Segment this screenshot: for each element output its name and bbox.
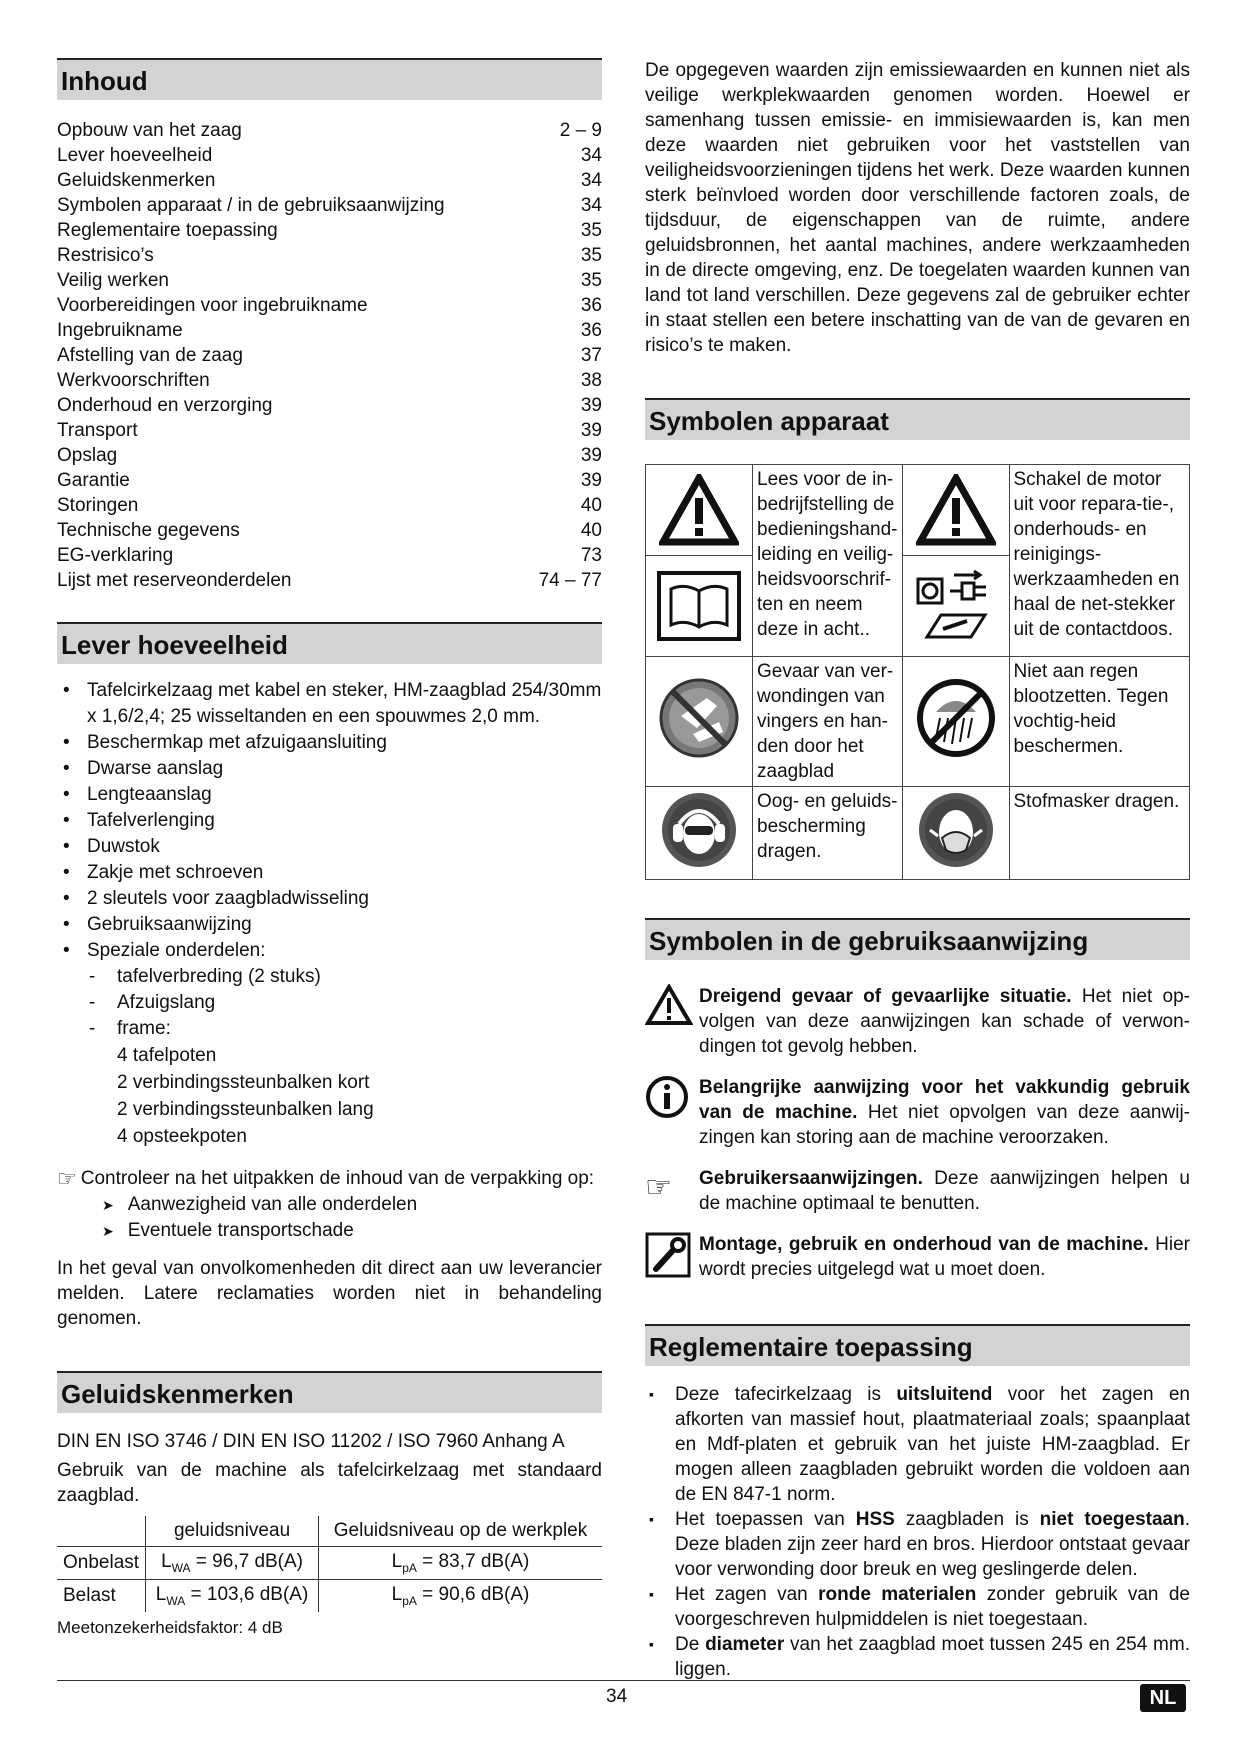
symbol-cell [902, 657, 1009, 787]
arrow-icon: ➤ [102, 1223, 114, 1239]
symbol-text: Schakel de motor uit voor repara-tie-, onderhouds- en reinigings-werkzaamheden en haal de net-stekker uit de contactdoos. [1009, 465, 1190, 657]
pointing-hand-icon: ☞ [57, 1166, 77, 1191]
toc-entry [57, 168, 602, 193]
toc-entry [57, 443, 602, 468]
toc-page: 39 [580, 470, 602, 491]
list-item: • Gebruiksaanwijzing [57, 912, 602, 938]
dash-list [57, 964, 602, 1042]
toc-label: Veilig werken [57, 270, 169, 291]
toc-entry [57, 293, 602, 318]
toc-page: 36 [580, 295, 602, 316]
symbol-info-important [645, 1075, 1190, 1150]
lpa-cell: $L_{pA} = 83,7$ dB(A) [391, 1551, 530, 1575]
toc-entry [57, 568, 602, 593]
dash-item: - Afzuigslang [87, 990, 602, 1016]
geluid-factor: Meetonzekerheidsfaktor: 4 dB [57, 1617, 283, 1637]
emissie-text: De opgegeven waarden zijn emissiewaarden en kunnen niet als veilige werkplekwaarden genomen worden. Hoewel er samenhang tussen emissie- en immisiewaarden is, kan men deze waarden niet gebruiken voor het vaststellen van veiligheidsvoorzieningen tijdens het werk. Deze waarden kunnen sterk beïnvloed worden door verschillende factoren zoals, de tijdsduur, de eigenschappen van de ruimte, andere geluidsbronnen, het aantal machines, andere werkzaamheden in de directe omgeving, enz. De toegelaten waarden kunnen van land tot land verschillen. Deze gegevens zal de gebruiker echter in staat stellen een betere inschatting van de van de gevaren en risico’s te maken. [645, 60, 1190, 356]
toc-label: Ingebruikname [57, 320, 183, 341]
dash-item: - tafelverbreding (2 stuks) [87, 964, 602, 990]
toc-page: 35 [580, 270, 602, 291]
toc-page: 35 [580, 245, 602, 266]
pointing-hand-icon: ☞ [645, 1171, 672, 1204]
table-of-contents [57, 118, 602, 593]
list-item: • Zakje met schroeven [57, 860, 602, 886]
noise-table [57, 1516, 602, 1612]
check-item: ➤ Eventuele transportschade [102, 1220, 354, 1241]
symbol-text: Niet aan regen blootzetten. Tegen vochtig-heid beschermen. [1009, 657, 1190, 787]
symbol-info-text: Montage, gebruik en onderhoud van de machine. Hier wordt precies uitgelegd wat u moet doen. [699, 1234, 1190, 1280]
toc-entry [57, 468, 602, 493]
table-row [646, 787, 1190, 880]
noise-col2: Geluidsniveau op de werkplek [333, 1520, 588, 1541]
lever-note: In het geval van onvolkomenheden dit direct aan uw leverancier melden. Latere reclamaties worden niet in behandeling genomen. [57, 1258, 602, 1329]
hand-saw-injury-icon [657, 676, 741, 760]
toc-entry [57, 143, 602, 168]
lwa-cell: $L_{WA} = 103,6$ dB(A) [146, 1579, 319, 1611]
lever-heading: Lever hoeveelheid [57, 622, 602, 664]
symbol-info-text: Gebruikersaanwijzingen. Deze aanwijzingen helpen u de machine optimaal te benutten. [699, 1168, 1190, 1214]
symbol-cell [646, 657, 753, 787]
wrench-icon [645, 1232, 691, 1278]
toc-entry [57, 393, 602, 418]
toc-label: Reglementaire toepassing [57, 220, 278, 241]
toc-label: Symbolen apparaat / in de gebruiksaanwijzing [57, 195, 445, 216]
toc-label: Voorbereidingen voor ingebruikname [57, 295, 368, 316]
frame-item: 2 verbindingssteunbalken lang [117, 1099, 374, 1120]
frame-item: 4 tafelpoten [117, 1045, 217, 1066]
toc-label: Geluidskenmerken [57, 170, 216, 191]
toc-entry [57, 418, 602, 443]
unplug-icon [914, 569, 998, 609]
toc-entry [57, 243, 602, 268]
toc-entry [57, 118, 602, 143]
toc-page: 39 [580, 445, 602, 466]
warning-triangle-icon [916, 474, 996, 546]
symbol-cell [902, 787, 1009, 880]
frame-item: 2 verbindingssteunbalken kort [117, 1072, 370, 1093]
toc-label: Lijst met reserveonderdelen [57, 570, 292, 591]
toc-page: 34 [580, 195, 602, 216]
toc-entry [57, 193, 602, 218]
table-row [646, 465, 1190, 657]
symbol-info-user [645, 1166, 1190, 1216]
list-item: • Tafelverlenging [57, 808, 602, 834]
toc-page: 40 [580, 520, 602, 541]
geluid-usage: Gebruik van de machine als tafelcirkelzaag met standaard zaagblad. [57, 1460, 602, 1506]
toc-page: 74 – 77 [538, 570, 602, 591]
warning-triangle-icon [645, 984, 693, 1026]
symbolen-apparaat-heading: Symbolen apparaat [645, 398, 1190, 440]
toc-entry [57, 343, 602, 368]
toc-label: Garantie [57, 470, 130, 491]
toc-page: 34 [580, 170, 602, 191]
symbol-info-text: Dreigend gevaar of gevaarlijke situatie. Het niet op-volgen van deze aanwijzingen kan schade of verwon-dingen tot gevolg hebben. [699, 986, 1191, 1057]
table-row [57, 1547, 602, 1580]
toc-page: 36 [580, 320, 602, 341]
geluid-heading: Geluidskenmerken [57, 1371, 602, 1413]
regl-list [645, 1382, 1190, 1682]
row-label: Onbelast [57, 1547, 146, 1580]
symbol-info-text: Belangrijke aanwijzing voor het vakkundig gebruik van de machine. Het niet opvolgen van deze aanwij-zingen kan storing aan de machine veroorzaken. [699, 1077, 1190, 1148]
eye-ear-protection-icon [659, 790, 739, 870]
regl-heading: Reglementaire toepassing [645, 1324, 1190, 1366]
symbol-table [645, 464, 1190, 880]
inhoud-heading: Inhoud [57, 58, 602, 100]
toc-label: Werkvoorschriften [57, 370, 210, 391]
row-label: Belast [57, 1579, 146, 1611]
list-item: • Speziale onderdelen: [57, 938, 602, 964]
toc-entry [57, 368, 602, 393]
frame-item: 4 opsteekpoten [117, 1126, 247, 1147]
toc-page: 34 [580, 145, 602, 166]
toc-label: Technische gegevens [57, 520, 240, 541]
language-badge: NL [1140, 1684, 1186, 1712]
list-item: • Duwstok [57, 834, 602, 860]
repair-book-icon [921, 609, 991, 643]
toc-label: Onderhoud en verzorging [57, 395, 273, 416]
toc-page: 39 [580, 420, 602, 441]
list-item: ▪ De diameter van het zaagblad moet tussen 245 en 254 mm. liggen. [645, 1632, 1190, 1682]
toc-entry [57, 218, 602, 243]
geluid-norm: DIN EN ISO 3746 / DIN EN ISO 11202 / ISO 7960 Anhang A [57, 1431, 565, 1452]
toc-page: 39 [580, 395, 602, 416]
list-item: • 2 sleutels voor zaagbladwisseling [57, 886, 602, 912]
toc-page: 73 [580, 545, 602, 566]
lwa-cell: $L_{WA} = 96,7$ dB(A) [146, 1547, 319, 1580]
toc-label: Opbouw van het zaag [57, 120, 242, 141]
symbol-cell [646, 465, 753, 657]
symbol-text: Lees voor de in-bedrijfstelling de bedieningshand-leiding en veilig-heidsvoorschrif-ten en neem deze in acht.. [753, 465, 903, 657]
frame-list [57, 1042, 602, 1150]
list-item: • Lengteaanslag [57, 782, 602, 808]
toc-label: Storingen [57, 495, 139, 516]
left-column [57, 58, 602, 1638]
toc-entry [57, 543, 602, 568]
list-item: ▪ Het zagen van ronde materialen zonder gebruik van de voorgeschreven hulpmiddelen is niet toegestaan. [645, 1582, 1190, 1632]
toc-page: 37 [580, 345, 602, 366]
list-item: • Dwarse aanslag [57, 756, 602, 782]
dash-item: - frame: [87, 1016, 602, 1042]
table-row [57, 1579, 602, 1611]
warning-triangle-icon [659, 474, 739, 546]
toc-entry [57, 268, 602, 293]
symbol-info-warning [645, 984, 1190, 1059]
footer-divider [57, 1680, 1190, 1681]
table-row [646, 657, 1190, 787]
toc-entry [57, 518, 602, 543]
symbol-cell [902, 465, 1009, 657]
toc-page: 35 [580, 220, 602, 241]
symbol-text: Oog- en geluids-bescherming dragen. [753, 787, 903, 880]
toc-page: 38 [580, 370, 602, 391]
toc-label: Afstelling van de zaag [57, 345, 243, 366]
toc-entry [57, 493, 602, 518]
check-item: ➤ Aanwezigheid van alle onderdelen [102, 1194, 418, 1215]
toc-page: 2 – 9 [559, 120, 602, 141]
info-icon [645, 1075, 689, 1119]
toc-label: Transport [57, 420, 138, 441]
toc-page: 40 [580, 495, 602, 516]
symbol-text: Stofmasker dragen. [1009, 787, 1190, 880]
list-item: • Tafelcirkelzaag met kabel en steker, HM-zaagblad 254/30mm x 1,6/2,4; 25 wisseltanden en een spouwmes 2,0 mm. [57, 678, 602, 730]
page-number: 34 [606, 1686, 628, 1707]
lpa-cell: $L_{pA} = 90,6$ dB(A) [391, 1583, 530, 1608]
toc-label: Lever hoeveelheid [57, 145, 213, 166]
right-column [645, 58, 1190, 1682]
toc-entry [57, 318, 602, 343]
symbolen-gebruik-heading: Symbolen in de gebruiksaanwijzing [645, 918, 1190, 960]
check-text: Controleer na het uitpakken de inhoud van de verpakking op: [80, 1168, 595, 1189]
list-item: • Beschermkap met afzuigaansluiting [57, 730, 602, 756]
dust-mask-icon [916, 790, 996, 870]
symbol-cell [646, 787, 753, 880]
no-rain-icon [914, 676, 998, 760]
list-item: ▪ Deze tafecirkelzaag is uitsluitend voor het zagen en afkorten van massief hout, plaatmateriaal zoals; spaanplaat en Mdf-platen et gebruik van het juiste HM-zaagblad. Er mogen alleen zaagbladen gebruikt worden die voldoen aan de EN 847-1 norm. [645, 1382, 1190, 1507]
arrow-icon: ➤ [102, 1197, 114, 1213]
list-item: ▪ Het toepassen van HSS zaagbladen is niet toegestaan. Deze bladen zijn zeer hard en bros. Hierdoor ontstaat gevaar voor verwonding door breuk en weg geslingerde delen. [645, 1507, 1190, 1582]
toc-label: Opslag [57, 445, 118, 466]
check-list [57, 1192, 602, 1244]
symbol-text: Gevaar van ver-wondingen van vingers en han-den door het zaagblad [753, 657, 903, 787]
noise-col1: geluidsniveau [146, 1516, 319, 1547]
toc-label: EG-verklaring [57, 545, 174, 566]
check-row [57, 1166, 602, 1192]
lever-list [57, 678, 602, 964]
toc-label: Restrisico’s [57, 245, 154, 266]
symbol-info-wrench [645, 1232, 1190, 1284]
manual-book-icon [657, 571, 741, 641]
